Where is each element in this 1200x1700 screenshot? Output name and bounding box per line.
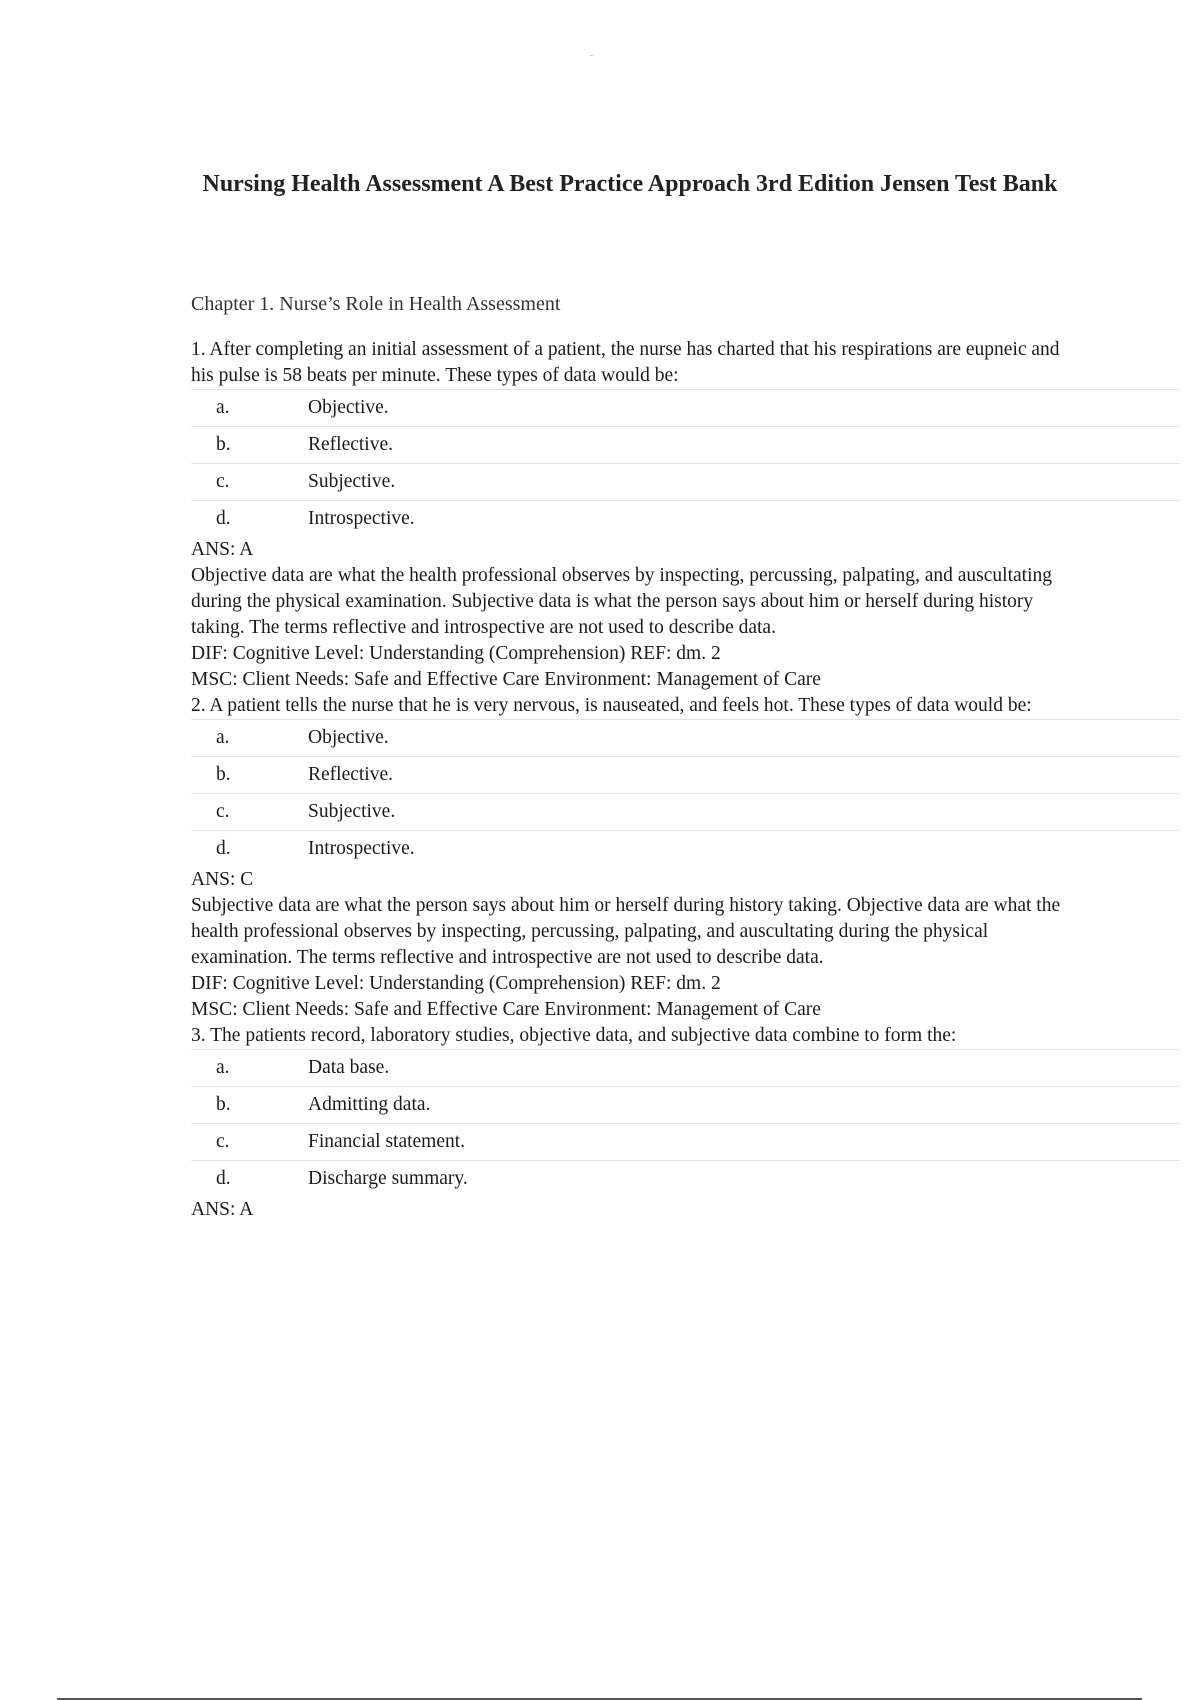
option-letter: c. xyxy=(216,1131,230,1152)
option-letter: c. xyxy=(216,471,230,492)
option-letter: d. xyxy=(216,508,231,529)
answer-option xyxy=(191,793,1180,830)
answer-option xyxy=(191,719,1180,756)
option-text: Introspective. xyxy=(308,838,415,859)
chapter-heading: Chapter 1. Nurse’s Role in Health Assessment xyxy=(191,293,561,315)
difficulty-line: DIF: Cognitive Level: Understanding (Comprehension) REF: dm. 2 xyxy=(191,973,721,994)
option-letter: a. xyxy=(216,397,230,418)
question-stem: 1. After completing an initial assessment of a patient, the nurse has charted that his respirations are eupneic and his pulse is 58 beats per minute. These types of data would be: xyxy=(191,339,1060,386)
answer-option xyxy=(191,500,1180,537)
answer-option xyxy=(191,1123,1180,1160)
option-text: Objective. xyxy=(308,397,389,418)
option-text: Subjective. xyxy=(308,801,396,822)
answer-key: ANS: A xyxy=(191,1199,254,1220)
document-title: Nursing Health Assessment A Best Practice Approach 3rd Edition Jensen Test Bank xyxy=(202,171,1058,197)
option-letter: d. xyxy=(216,1168,231,1189)
answer-option xyxy=(191,426,1180,463)
answer-option xyxy=(191,1160,1180,1197)
option-text: Data base. xyxy=(308,1057,390,1078)
answer-key: ANS: A xyxy=(191,539,254,560)
option-letter: a. xyxy=(216,727,230,748)
option-text: Introspective. xyxy=(308,508,415,529)
answer-option xyxy=(191,389,1180,426)
answer-option xyxy=(191,1049,1180,1086)
option-letter: d. xyxy=(216,838,231,859)
difficulty-line: DIF: Cognitive Level: Understanding (Comprehension) REF: dm. 2 xyxy=(191,643,721,664)
scan-mark xyxy=(590,55,593,56)
question-1 xyxy=(191,337,1071,693)
option-letter: c. xyxy=(216,801,230,822)
answer-option xyxy=(191,830,1180,867)
option-letter: a. xyxy=(216,1057,230,1078)
option-text: Reflective. xyxy=(308,764,393,785)
question-2 xyxy=(191,693,1071,1023)
question-stem: 2. A patient tells the nurse that he is very nervous, is nauseated, and feels hot. These types of data would be: xyxy=(191,695,1032,716)
option-text: Reflective. xyxy=(308,434,393,455)
client-needs-line: MSC: Client Needs: Safe and Effective Care Environment: Management of Care xyxy=(191,999,821,1020)
answer-option xyxy=(191,1086,1180,1123)
question-list xyxy=(191,337,1071,1223)
answer-key: ANS: C xyxy=(191,869,254,890)
client-needs-line: MSC: Client Needs: Safe and Effective Care Environment: Management of Care xyxy=(191,669,821,690)
question-stem: 3. The patients record, laboratory studies, objective data, and subjective data combine to form the: xyxy=(191,1025,957,1046)
option-text: Subjective. xyxy=(308,471,396,492)
option-text: Admitting data. xyxy=(308,1094,431,1115)
rationale: Objective data are what the health professional observes by inspecting, percussing, palpating, and auscultating during the physical examination. Subjective data is what the person says about him or herself during history taking. The terms reflective and introspective are not used to describe data. xyxy=(191,565,1052,638)
option-text: Discharge summary. xyxy=(308,1168,468,1189)
option-letter: b. xyxy=(216,1094,231,1115)
option-text: Objective. xyxy=(308,727,389,748)
option-letter: b. xyxy=(216,764,231,785)
question-3 xyxy=(191,1023,1071,1223)
rationale: Subjective data are what the person says about him or herself during history taking. Objective data are what the health professional observes by inspecting, percussing, palpating, and auscultating during the physical examination. The terms reflective and introspective are not used to describe data. xyxy=(191,895,1061,968)
answer-option xyxy=(191,756,1180,793)
option-letter: b. xyxy=(216,434,231,455)
option-text: Financial statement. xyxy=(308,1131,466,1152)
answer-option xyxy=(191,463,1180,500)
